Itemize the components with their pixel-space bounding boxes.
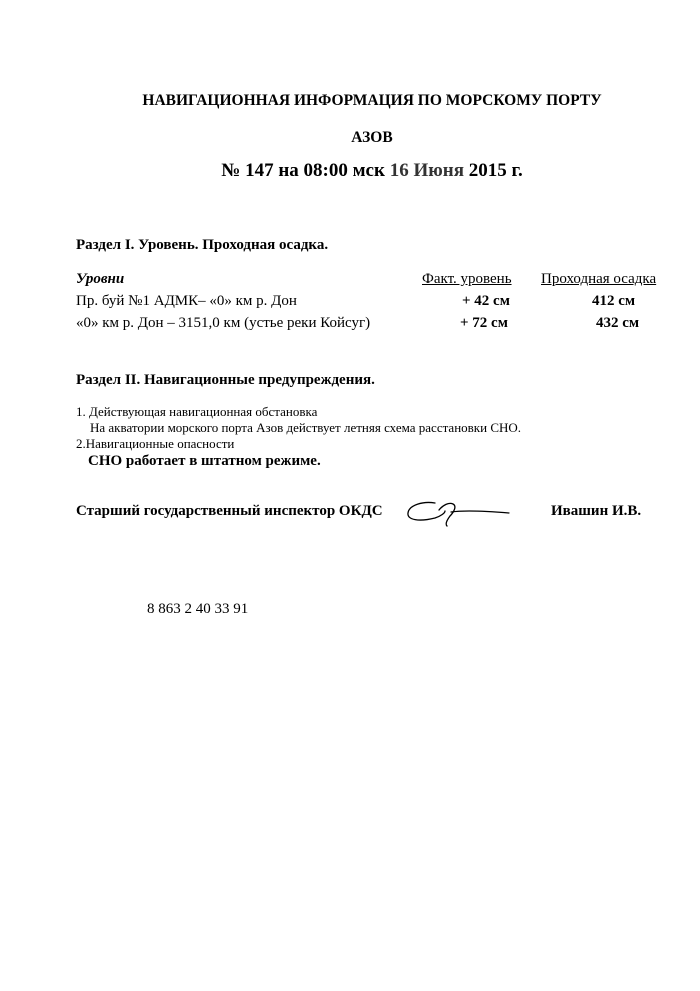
row2-level: + 72 см [460,315,508,331]
row1-name: Пр. буй №1 АДМК– «0» км р. Дон [76,293,297,309]
warning-item1-title: 1. Действующая навигационная обстановка [76,404,318,419]
port-name: АЗОВ [351,129,393,146]
section1-heading: Раздел I. Уровень. Проходная осадка. [76,237,329,253]
warning-item2-text: СНО работает в штатном режиме. [88,453,321,469]
inspector-position: Старший государственный инспектор ОКДС [76,503,383,519]
bulletin-prefix: № 147 на 08:00 мск [221,160,385,181]
row2-name: «0» км р. Дон – 3151,0 км (устье реки Койсуг) [76,315,371,331]
column-header-levels: Уровни [76,271,125,287]
section2-heading: Раздел II. Навигационные предупреждения. [76,372,375,388]
document-title: НАВИГАЦИОННАЯ ИНФОРМАЦИЯ ПО МОРСКОМУ ПОРТУ [142,92,602,109]
row1-level: + 42 см [462,293,510,309]
row2-draft: 432 см [596,315,640,331]
warning-item2-title: 2.Навигационные опасности [76,436,235,451]
column-header-passing-draft: Проходная осадка [541,271,657,287]
row1-draft: 412 см [592,293,636,309]
bulletin-day: 16 Июня [389,160,464,181]
column-header-actual-level: Факт. уровень [422,271,512,287]
contact-phone: 8 863 2 40 33 91 [147,601,249,617]
signature-image [405,497,515,534]
bulletin-number [22,160,700,182]
inspector-name: Ивашин И.В. [551,503,642,519]
warning-item1-text: На акватории морского порта Азов действует летняя схема расстановки СНО. [90,420,522,435]
bulletin-year: 2015 г. [468,160,523,181]
